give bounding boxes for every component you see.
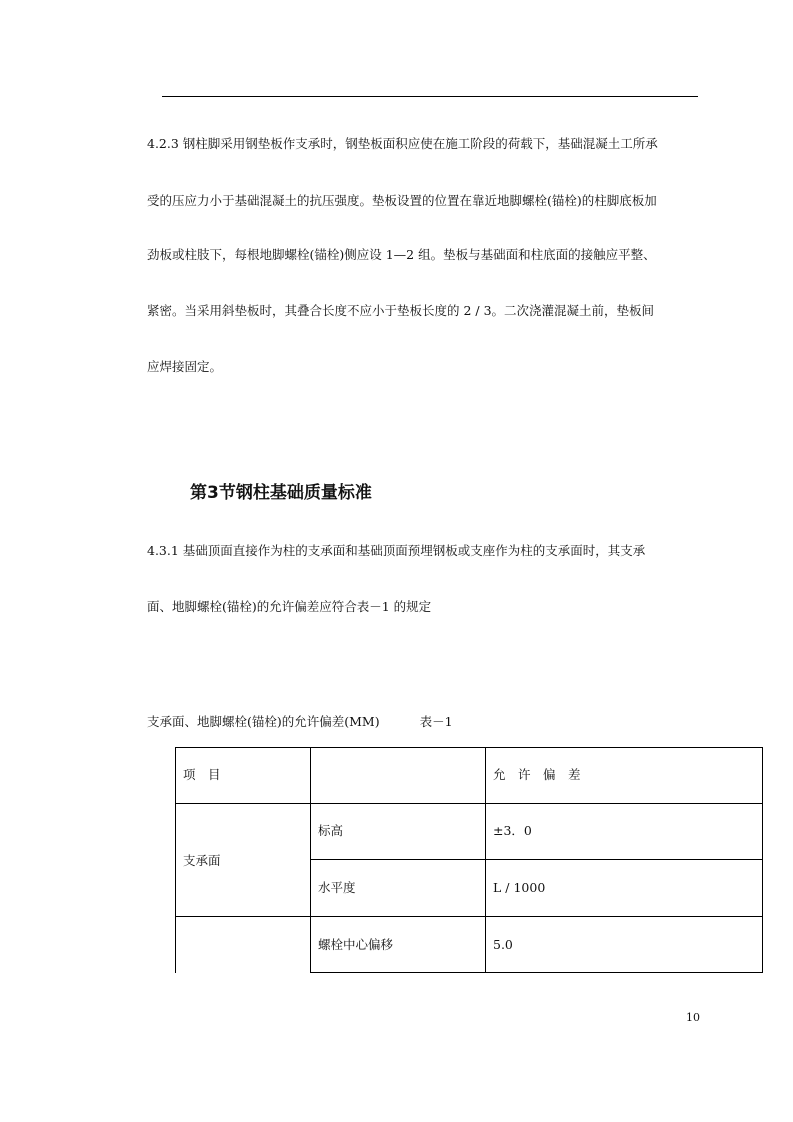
paragraph-line: 应焊接固定。 [147,359,223,374]
paragraph-line: 紧密。当采用斜垫板时，其叠合长度不应小于垫板长度的 2 / 3。二次浇灌混凝土前，垫板间 [147,303,655,318]
table-caption-tag: 表－1 [419,714,453,729]
group-support-surface: 支承面 [183,853,221,868]
row-sub-label: 水平度 [318,880,356,895]
table-rule [310,859,763,860]
header-tolerance: 允 许 偏 差 [493,767,581,782]
paragraph-line: 面、地脚螺栓(锚栓)的允许偏差应符合表－1 的规定 [147,599,432,614]
paragraph-line: 受的压应力小于基础混凝土的抗压强度。垫板设置的位置在靠近地脚螺栓(锚栓)的柱脚底板加 [147,193,657,208]
row-value: 5.0 [493,937,513,952]
table-rule [175,916,763,917]
page-number: 10 [686,1011,700,1024]
table-rule [310,972,763,973]
header-item: 项 目 [183,767,221,782]
table-rule [310,747,311,973]
table-rule [175,747,763,748]
table-rule [175,803,763,804]
row-value: L / 1000 [493,880,546,895]
header-rule [162,96,698,97]
table-caption [147,712,453,730]
paragraph-line: 4.2.3 钢柱脚采用钢垫板作支承时，钢垫板面积应使在施工阶段的荷载下，基础混凝土工所承 [147,136,658,151]
section-heading: 第3节钢柱基础质量标准 [190,483,372,503]
row-sub-label: 标高 [318,823,344,838]
table-rule [485,747,486,973]
tolerance-table [175,747,763,973]
row-sub-label: 螺栓中心偏移 [318,937,394,952]
row-value: ±3．0 [493,823,532,838]
paragraph-line: 劲板或柱肢下，每根地脚螺栓(锚栓)侧应设 1—2 组。垫板与基础面和柱底面的接触应平整、 [147,247,656,262]
table-rule [175,747,176,973]
paragraph-line: 4.3.1 基础顶面直接作为柱的支承面和基础顶面预埋钢板或支座作为柱的支承面时，其支承 [147,543,646,558]
table-caption-title: 支承面、地脚螺栓(锚栓)的允许偏差(MM) [147,714,380,729]
table-rule [762,747,763,973]
